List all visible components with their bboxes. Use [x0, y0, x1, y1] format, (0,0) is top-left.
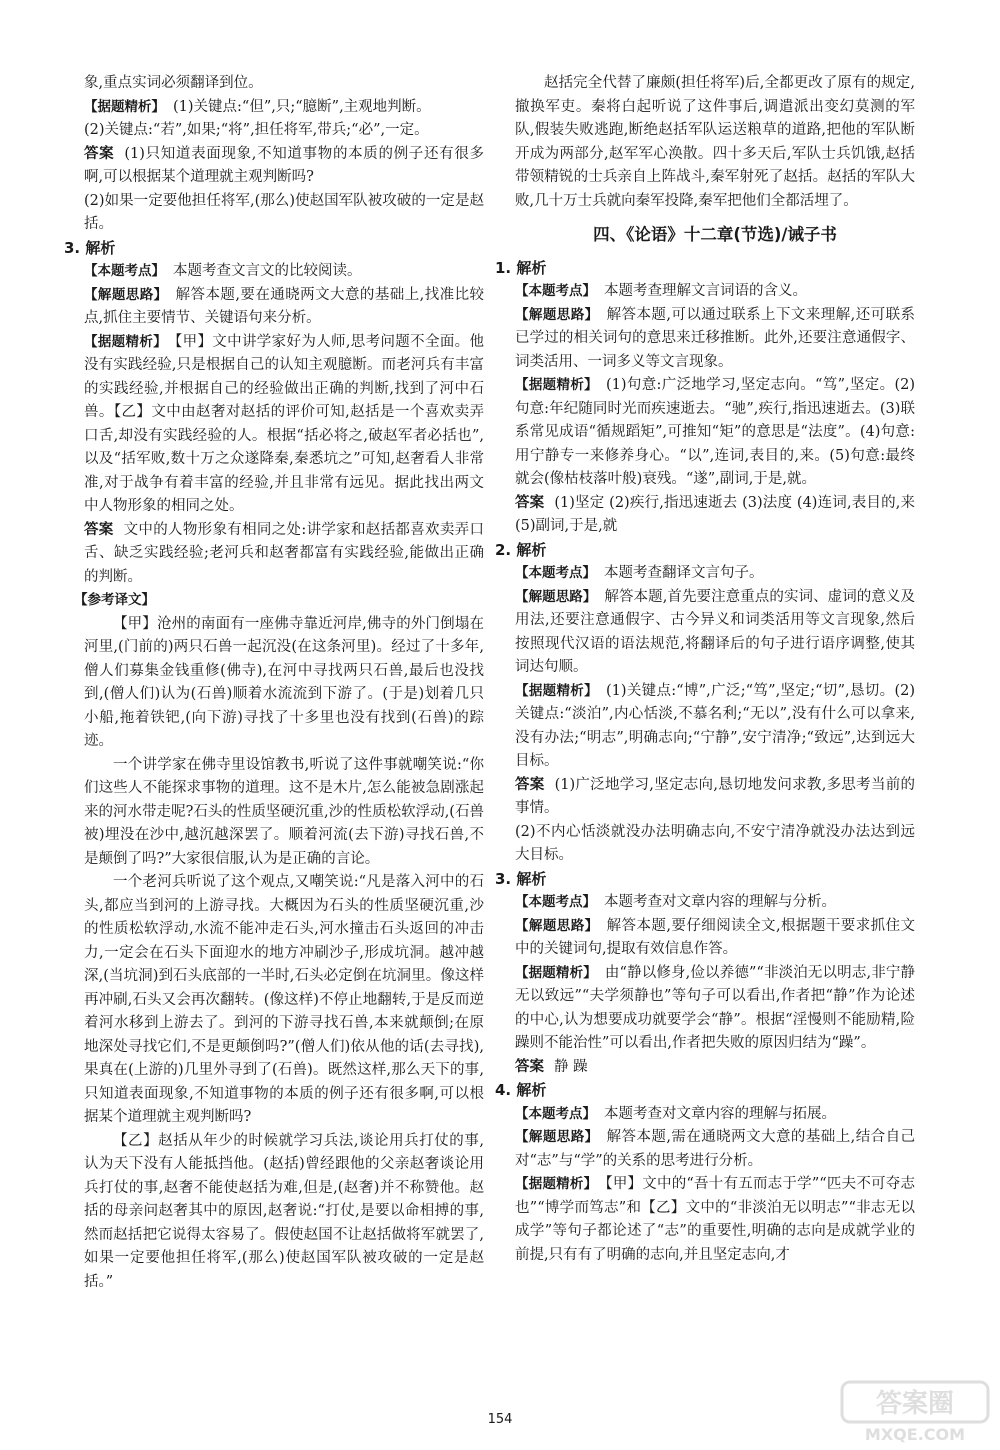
page-number: 154 — [487, 1412, 513, 1427]
analysis-paragraph — [515, 680, 915, 774]
approach-paragraph — [84, 284, 484, 331]
analysis-paragraph — [84, 96, 484, 120]
label-tag: 【本题考点】 — [515, 1105, 596, 1122]
label-tag: 【据题精析】 — [515, 964, 597, 981]
label-tag: 【本题考点】 — [515, 565, 596, 581]
point-paragraph — [515, 1103, 915, 1127]
point-paragraph — [84, 260, 484, 284]
question-heading: 3. 解析 — [495, 869, 547, 888]
label-tag: 【本题考点】 — [84, 263, 165, 279]
paragraph: (2)关键点:“若”,如果;“将”,担任将军,带兵;“必”,一定。 — [84, 122, 429, 138]
answer-text: (1)只知道表面现象,不知道事物的本质的例子还有很多啊,可以根据某个道理就主观判断吗? — [84, 145, 485, 185]
watermark-url: MXQE.COM — [864, 1425, 966, 1444]
question-heading: 4. 解析 — [495, 1081, 547, 1099]
answer-paragraph — [84, 519, 484, 590]
label-tag: 【解题思路】 — [84, 286, 168, 303]
section-title: 四、《论语》十二章(节选)/诫子书 — [593, 225, 837, 244]
answer-label: 答案 — [515, 776, 545, 793]
paragraph-text: 解答本题,可以通过联系上下文来理解,还可联系已学过的相关词句的意思来迁移推断。此外,还要注意通假字、词类活用、一词多义等文言现象。 — [515, 306, 916, 370]
answer-paragraph — [84, 143, 484, 190]
label-tag: 【解题思路】 — [515, 1129, 599, 1145]
label-tag: 【据题精析】 — [515, 1176, 598, 1192]
paragraph-text: 解答本题,要在通晓两文大意的基础上,找准比较点,抓住主要情节、关键语句来分析。 — [84, 286, 485, 326]
answer-text: (1)坚定 (2)疾行,指迅速逝去 (3)法度 (4)连词,表目的,来 (5)副词,于是,就 — [515, 494, 916, 534]
paragraph: (2)如果一定要他担任将军,(那么)使赵国军队被攻破的一定是赵括。 — [84, 192, 484, 232]
answer-label: 答案 — [84, 521, 114, 538]
approach-paragraph — [515, 1126, 915, 1173]
answer-paragraph — [515, 492, 915, 539]
approach-paragraph — [515, 304, 915, 375]
paragraph-text: 本题考查理解文言词语的含义。 — [604, 283, 807, 299]
approach-paragraph — [515, 586, 915, 680]
approach-paragraph — [515, 915, 915, 962]
answer-text: (1)广泛地学习,坚定志向,恳切地发问求教,多思考当前的事情。 — [515, 776, 916, 816]
translation-paragraph: 一个讲学家在佛寺里设馆教书,听说了这件事就嘲笑说:“你们这些人不能探求事物的道理。这不是木片,怎么能被急剧涨起来的河水带走呢?石头的性质坚硬沉重,沙的性质松软浮动,(石兽被)埋没在沙中,越沉越深罢了。顺着河流(去下游)寻找石兽,不是颠倒了吗?”大家很信服,认为是正确的言论。 — [84, 756, 484, 867]
paragraph-text: 解答本题,首先要注意重点的实词、虚词的意义及用法,还要注意通假字、古今异义和词类活用等文言现象,然后按照现代汉语的语法规范,将翻译后的句子进行语序调整,使其词达句顺。 — [515, 588, 915, 675]
watermark-text: 答案圈 — [875, 1389, 955, 1419]
paragraph-text: 【甲】文中讲学家好为人师,思考问题不全面。他没有实践经验,只是根据自己的认知主观臆断。而老河兵有丰富的实践经验,并根据自己的经验做出正确的判断,找到了河中石兽。【乙】文中由赵奢对赵括的评价可知,赵括是一个喜欢卖弄口舌,却没有实践经验的人。根据“括必将之,破赵军者必括也”,以及“括军败,数十万之众遂降秦,秦悉坑之”可知,赵奢看人非常准,对于战争有着丰富的经验,并且非常有远见。据此找出两文中人物形象的相同之处。 — [84, 333, 484, 514]
label-tag: 【据题精析】 — [515, 377, 598, 393]
paragraph-text: 本题考查对文章内容的理解与分析。 — [604, 894, 836, 910]
answer-label: 答案 — [515, 494, 545, 511]
paragraph: 象,重点实词必须翻译到位。 — [84, 75, 263, 91]
paragraph: (2)不内心恬淡就没办法明确志向,不安宁清净就没办法达到远大目标。 — [515, 823, 915, 863]
right-column — [495, 72, 916, 1267]
paragraph-text: (1)句意:广泛地学习,坚定志向。“笃”,坚定。(2)句意:年纪随同时光而疾速逝去。“驰”,疾行,指迅速逝去。(3)联系常见成语“循规蹈矩”,可推知“矩”的意思是“法度”。(4)句意:用宁静专一来修养身心。“以”,连词,表目的,来。(5)句意:最终就会(像枯枝落叶般)衰残。“遂”,副词,于是,就。 — [515, 377, 915, 487]
translation-paragraph: 【甲】沧州的南面有一座佛寺靠近河岸,佛寺的外门倒塌在河里,(门前的)两只石兽一起沉没(在这条河里)。经过了十多年,僧人们募集金钱重修(佛寺),在河中寻找两只石兽,最后也没找到,(僧人们)认为(石兽)顺着水流流到下游了。(于是)划着几只小船,拖着铁钯,(向下游)寻找了十多里也没有找到(石兽)的踪迹。 — [84, 615, 484, 749]
answer-label: 答案 — [515, 1058, 544, 1075]
paragraph-text: 解答本题,要仔细阅读全文,根据题干要求抓住文中的关键词句,提取有效信息作答。 — [515, 917, 916, 957]
answer-label: 答案 — [84, 145, 115, 162]
watermark-logo — [840, 1380, 990, 1444]
answer-paragraph — [515, 774, 915, 821]
analysis-paragraph — [515, 374, 915, 492]
paragraph-text: 本题考查翻译文言句子。 — [604, 565, 764, 581]
point-paragraph — [515, 891, 915, 915]
paragraph-text: 【甲】文中的“吾十有五而志于学”“匹夫不可夺志也”“博学而笃志”和【乙】文中的“非淡泊无以明志”“非志无以成学”等句子都论述了“志”的重要性,明确的志向是成就学业的前提,只有有了明确的志向,并且坚定志向,才 — [515, 1176, 915, 1263]
label-tag: 【本题考点】 — [515, 283, 596, 299]
answer-text: 静 躁 — [554, 1058, 588, 1075]
paragraph-text: (1)关键点:“但”,只;“臆断”,主观地判断。 — [173, 98, 431, 115]
label-tag: 【本题考点】 — [515, 894, 596, 910]
translation-paragraph: 一个老河兵听说了这个观点,又嘲笑说:“凡是落入河中的石头,都应当到河的上游寻找。大概因为石头的性质坚硬沉重,沙的性质松软浮动,水流不能冲走石头,河水撞击石头返回的冲击力,一定会在石头下面迎水的地方冲刷沙子,形成坑洞。越冲越深,(当坑洞)到石头底部的一半时,石头必定倒在坑洞里。像这样再冲刷,石头又会再次翻转。(像这样)不停止地翻转,于是反而逆着河水移到上游去了。到河的下游寻找石兽,本来就颠倒;在原地深处寻找它们,不是更颠倒吗?”(僧人们)依从他的话(去寻找),果真在(上游的)几里外寻到了(石兽)。既然这样,那么天下的事,只知道表面现象,不知道事物的本质的例子还有很多啊,可以根据某个道理就主观判断吗? — [84, 874, 484, 1125]
paragraph-text: 由“静以修身,俭以养德”“非淡泊无以明志,非宁静无以致远”“夫学须静也”等句子可以看出,作者把“静”作为论述的中心,认为想要成功就要学会“静”。根据“淫慢则不能励精,险躁则不能治性”可以看出,作者把失败的原因归结为“躁”。 — [515, 964, 915, 1051]
translation-paragraph: 赵括完全代替了廉颇(担任将军)后,全都更改了原有的规定,撤换军吏。秦将白起听说了这件事后,调遣派出变幻莫测的军队,假装失败逃跑,断绝赵括军队运送粮草的道路,把他的军队断开成为两部分,赵军军心涣散。四十多天后,军队士兵饥饿,赵括带领精锐的士兵亲自上阵战斗,秦军射死了赵括。赵括的军队大败,几十万士兵就向秦军投降,秦军把他们全都活埋了。 — [515, 75, 915, 209]
paragraph-text: 本题考查文言文的比较阅读。 — [173, 263, 362, 279]
analysis-paragraph — [515, 1173, 915, 1267]
question-heading: 1. 解析 — [495, 258, 547, 277]
paragraph-text: 本题考查对文章内容的理解与拓展。 — [604, 1105, 836, 1122]
analysis-paragraph — [84, 331, 484, 519]
paragraph-text: (1)关键点:“博”,广泛;“笃”,坚定;“切”,恳切。(2)关键点:“淡泊”,内心恬淡,不慕名利;“无以”,没有什么可以拿来,没有办法;“明志”,明确志向;“宁静”,安宁清净;“致远”,达到远大目标。 — [515, 682, 915, 769]
question-heading: 3. 解析 — [64, 238, 116, 257]
answer-paragraph — [515, 1056, 915, 1080]
point-paragraph — [515, 280, 915, 304]
question-heading: 2. 解析 — [495, 540, 547, 559]
label-tag: 【据题精析】 — [84, 98, 165, 115]
label-tag: 【据题精析】 — [84, 333, 168, 350]
label-tag: 【解题思路】 — [515, 588, 597, 605]
label-tag: 【解题思路】 — [515, 917, 599, 934]
analysis-paragraph — [515, 962, 915, 1056]
paragraph-text: 解答本题,需在通晓两文大意的基础上,结合自己对“志”与“学”的关系的思考进行分析。 — [515, 1129, 916, 1169]
translation-paragraph: 【乙】赵括从年少的时候就学习兵法,谈论用兵打仗的事,认为天下没有人能抵挡他。(赵括)曾经跟他的父亲赵奢谈论用兵打仗的事,赵奢不能使赵括为难,但是,(赵奢)并不称赞他。赵括的母亲问赵奢其中的原因,赵奢说:“打仗,是要以命相搏的事,然而赵括把它说得太容易了。假使赵国不让赵括做将军就罢了,如果一定要他担任将军,(那么)使赵国军队被攻破的一定是赵括。” — [84, 1132, 484, 1290]
label-tag: 【据题精析】 — [515, 682, 598, 699]
answer-text: 文中的人物形象有相同之处:讲学家和赵括都喜欢卖弄口舌、缺乏实践经验;老河兵和赵奢都富有实践经验,能做出正确的判断。 — [84, 521, 484, 585]
reference-translation-heading: 【参考译文】 — [74, 592, 155, 608]
label-tag: 【解题思路】 — [515, 306, 599, 323]
point-paragraph — [515, 562, 915, 586]
left-column — [64, 72, 485, 1294]
